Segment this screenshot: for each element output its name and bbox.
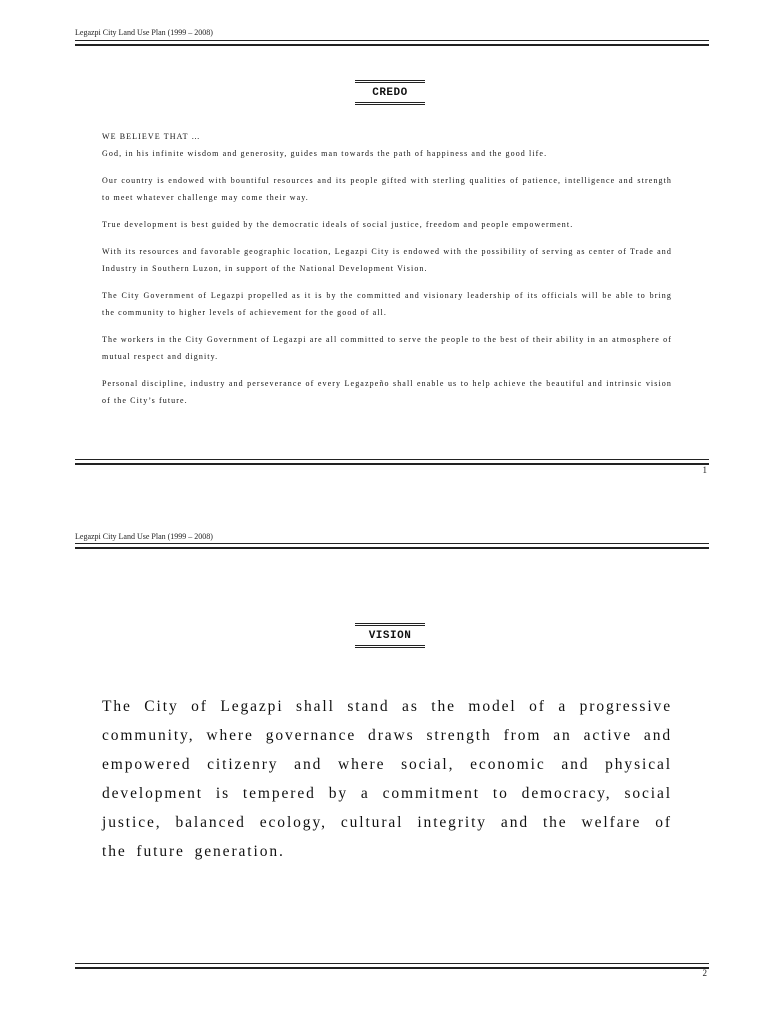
credo-paragraph: The City Government of Legazpi propelled as it is by the committed and visionary leadership of its officials will be able to bring the community to higher levels of achievement for the good of all. xyxy=(102,291,672,317)
header-rule xyxy=(75,40,709,46)
page-number: 1 xyxy=(702,465,707,475)
credo-paragraph: Our country is endowed with bountiful resources and its people gifted with sterling qualities of patience, intelligence and strength to meet whatever challenge may come their way. xyxy=(102,176,672,202)
header-rule xyxy=(75,543,709,549)
credo-paragraph: The workers in the City Government of Legazpi are all committed to serve the people to the best of their ability in an atmosphere of mutual respect and dignity. xyxy=(102,335,672,361)
credo-paragraph: True development is best guided by the democratic ideals of social justice, freedom and people empowerment. xyxy=(102,220,574,229)
page-vision xyxy=(0,512,768,1024)
vision-statement: The City of Legazpi shall stand as the model of a progressive community, where governance draws strength from an active and empowered citizenry and where social, economic and physical development is tempered by a commitment to democracy, social justice, balanced ecology, cultural integrity and the welfare of the future generation. xyxy=(102,698,672,860)
credo-intro: WE BELIEVE THAT … xyxy=(102,132,201,141)
running-header: Legazpi City Land Use Plan (1999 – 2008) xyxy=(75,532,213,541)
credo-body xyxy=(102,128,672,419)
credo-paragraph: God, in his infinite wisdom and generosity, guides man towards the path of happiness and the good life. xyxy=(102,149,548,158)
footer-rule xyxy=(75,963,709,969)
vision-body xyxy=(102,692,672,866)
credo-paragraph: Personal discipline, industry and perseverance of every Legazpeño shall enable us to help achieve the beautiful and intrinsic vision of the City’s future. xyxy=(102,379,672,405)
vision-title: VISION xyxy=(355,623,425,648)
credo-title: CREDO xyxy=(355,80,425,105)
footer-rule xyxy=(75,459,709,465)
credo-paragraph: With its resources and favorable geographic location, Legazpi City is endowed with the possibility of serving as center of Trade and Industry in Southern Luzon, in support of the National Development Vision. xyxy=(102,247,672,273)
page-number: 2 xyxy=(702,968,707,978)
running-header: Legazpi City Land Use Plan (1999 – 2008) xyxy=(75,28,213,37)
